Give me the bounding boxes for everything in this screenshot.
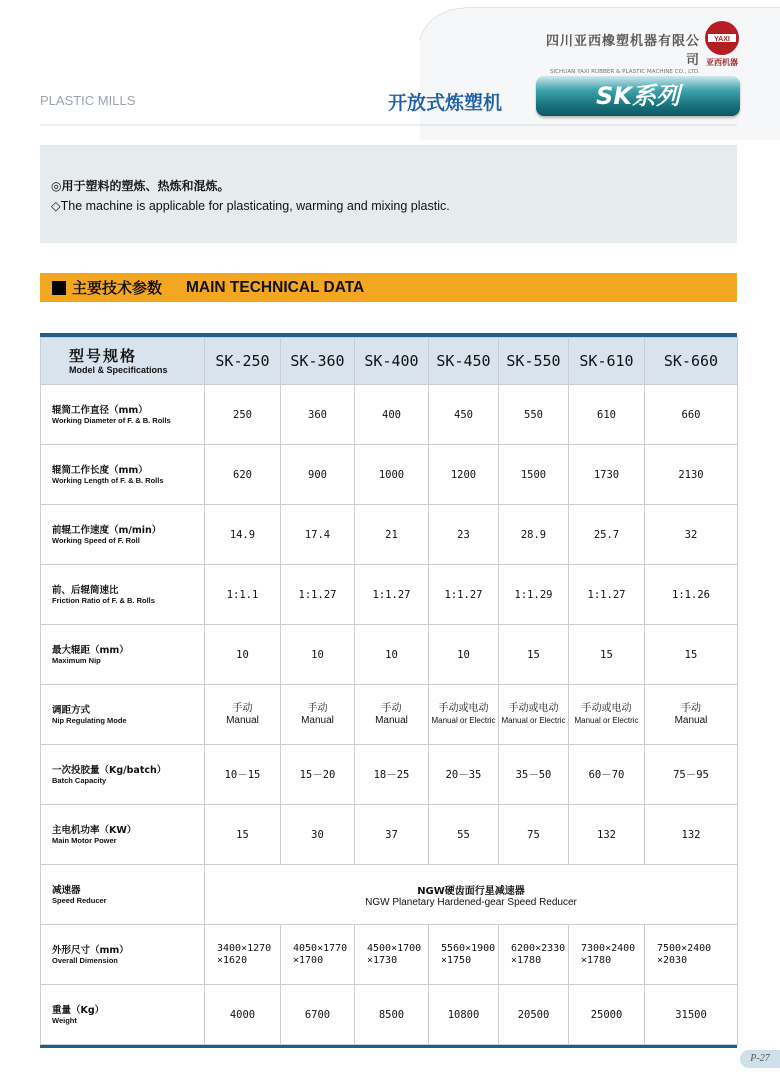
value-cell: 35－50 [499,745,569,805]
value-cell: 10 [281,625,355,685]
value-cn: 手动或电动 [508,702,559,714]
row-label-cell [41,805,205,865]
value-cell [281,925,355,985]
row-label-cn: 辊筒工作直径（mm） [52,404,148,416]
value-en: Manual [674,714,708,726]
model-header-cell: SK-660 [645,338,738,385]
table-row [41,445,738,505]
table-row [41,565,738,625]
header-label-en: Model & Specifications [69,364,168,375]
spanning-value-cn: NGW硬齿面行星减速器 [417,885,525,897]
spec-table [40,337,738,1045]
value-cell: 1200 [429,445,499,505]
model-header-cell: SK-550 [499,338,569,385]
row-label-cell [41,445,205,505]
value-cell: 360 [281,385,355,445]
value-cell: 8500 [355,985,429,1045]
value-cell: 28.9 [499,505,569,565]
value-cell [499,925,569,985]
value-en: Manual or Electric [501,715,566,725]
row-label-cell [41,505,205,565]
value-cell: 15 [499,625,569,685]
row-label-en: Main Motor Power [52,835,117,845]
description-cn: ◎用于塑料的塑炼、热炼和混炼。 [51,179,230,193]
value-cell [499,685,569,745]
value-cell: 1:1.29 [499,565,569,625]
value-cell: 1:1.27 [569,565,645,625]
value-dim-a: 4050×1770 [293,942,348,954]
model-header-cell: SK-250 [205,338,281,385]
row-label-cn: 辊筒工作长度（mm） [52,464,148,476]
value-cell: 250 [205,385,281,445]
value-en: Manual [375,714,408,726]
section-title-bar [40,273,737,302]
value-cell: 10 [429,625,499,685]
value-cell: 10 [205,625,281,685]
table-row [41,805,738,865]
value-cell: 4000 [205,985,281,1045]
value-dim-a: 7300×2400 [581,942,636,954]
row-label-cn: 一次投胶量（Kg/batch） [52,764,167,776]
value-cell: 31500 [645,985,738,1045]
value-cell [569,925,645,985]
company-name-en: SICHUAN YAXI RUBBER & PLASTIC MACHINE CO., LTD. [549,69,700,75]
value-en: Manual or Electric [431,715,496,725]
value-cell: 75－95 [645,745,738,805]
value-cell: 1500 [499,445,569,505]
square-bullet-icon [52,281,66,295]
row-label-cn: 前辊工作速度（m/min） [52,524,162,536]
row-label-en: Maximum Nip [52,655,101,665]
value-cell: 15 [569,625,645,685]
value-cell: 620 [205,445,281,505]
table-row [41,745,738,805]
table-bottom-rule [40,1045,737,1048]
value-cn: 手动 [381,702,402,714]
value-cell: 1:1.27 [429,565,499,625]
table-row [41,865,738,925]
value-cell: 1:1.27 [281,565,355,625]
logo-text: 亚西机器 [706,58,738,67]
value-cell: 550 [499,385,569,445]
model-header-cell: SK-360 [281,338,355,385]
row-label-cell [41,865,205,925]
value-cell: 10 [355,625,429,685]
section-title-en: MAIN TECHNICAL DATA [186,278,365,296]
row-label-cn: 前、后辊筒速比 [52,584,119,596]
value-cell: 25000 [569,985,645,1045]
value-cell: 10－15 [205,745,281,805]
row-label-cn: 外形尺寸（mm） [52,944,129,956]
value-cell [569,685,645,745]
value-cell: 25.7 [569,505,645,565]
row-label-en: Nip Regulating Mode [52,715,127,725]
row-label-cell [41,985,205,1045]
value-cell [205,925,281,985]
value-cell [429,925,499,985]
row-label-en: Working Speed of F. Roll [52,535,140,545]
row-label-cell [41,925,205,985]
row-label-cn: 调距方式 [52,704,91,716]
spec-table-wrapper [40,333,737,1048]
value-dim-b: ×1750 [441,954,472,966]
table-header-row [41,338,738,385]
value-cell: 15 [645,625,738,685]
value-cell: 2130 [645,445,738,505]
value-dim-b: ×1780 [511,954,542,966]
value-cell: 1:1.27 [355,565,429,625]
row-label-cell [41,745,205,805]
row-label-cn: 减速器 [52,884,81,896]
value-dim-a: 4500×1700 [367,942,422,954]
value-cell: 10800 [429,985,499,1045]
company-name-cn: 四川亚西橡塑机器有限公司 [545,34,700,68]
logo-mark: YAXI [714,36,730,43]
header-label-cell [41,338,205,385]
row-label-cell [41,625,205,685]
value-cell: 60－70 [569,745,645,805]
table-row [41,925,738,985]
row-label-cn: 重量（Kg） [52,1004,105,1016]
value-dim-b: ×1730 [367,954,398,966]
row-label-cell [41,385,205,445]
value-cell: 15 [205,805,281,865]
value-dim-a: 5560×1900 [441,942,496,954]
value-cell: 20500 [499,985,569,1045]
value-cell: 23 [429,505,499,565]
value-cell [645,925,738,985]
description-panel [40,145,737,243]
company-logo-icon [704,20,740,56]
value-cell [355,685,429,745]
model-header-cell: SK-400 [355,338,429,385]
value-cell: 21 [355,505,429,565]
spanning-value-cell [205,865,738,925]
category-label: PLASTIC MILLS [40,93,136,108]
model-header-cell: SK-450 [429,338,499,385]
value-en: Manual or Electric [574,715,639,725]
spanning-value-en: NGW Planetary Hardened-gear Speed Reducer [365,896,577,908]
value-cn: 手动 [232,702,253,714]
value-cell: 37 [355,805,429,865]
row-label-cell [41,565,205,625]
table-row [41,385,738,445]
value-cell: 17.4 [281,505,355,565]
value-en: Manual [226,714,259,726]
value-cell: 30 [281,805,355,865]
row-label-en: Batch Capacity [52,775,107,785]
value-cell: 1730 [569,445,645,505]
value-cell: 14.9 [205,505,281,565]
page-title: 开放式炼塑机 [388,92,503,114]
row-label-en: Working Diameter of F. & B. Rolls [52,415,171,425]
row-label-en: Working Length of F. & B. Rolls [52,475,164,485]
value-cell: 20－35 [429,745,499,805]
value-cell: 1000 [355,445,429,505]
value-cell [429,685,499,745]
value-cn: 手动 [681,702,701,714]
value-dim-b: ×1620 [217,954,248,966]
value-en: Manual [301,714,334,726]
value-cell [355,925,429,985]
row-label-en: Weight [52,1015,77,1025]
row-label-cell [41,685,205,745]
row-label-cn: 最大辊距（mm） [52,644,129,656]
value-cell [645,685,738,745]
value-dim-b: ×1700 [293,954,324,966]
section-title-cn: 主要技术参数 [72,279,163,297]
value-cell: 6700 [281,985,355,1045]
row-label-en: Overall Dimension [52,955,118,965]
description-en: ◇The machine is applicable for plasticating, warming and mixing plastic. [51,199,450,213]
value-cell [205,685,281,745]
series-badge: SK系列 [536,76,740,116]
table-row [41,685,738,745]
value-cn: 手动或电动 [438,702,489,714]
page-number: P-27 [740,1050,780,1068]
company-name [534,30,700,75]
value-dim-a: 6200×2330 [511,942,566,954]
value-cn: 手动 [307,702,328,714]
value-cell: 400 [355,385,429,445]
value-cell: 18－25 [355,745,429,805]
model-header-cell: SK-610 [569,338,645,385]
row-label-cn: 主电机功率（KW） [52,824,137,836]
value-dim-a: 3400×1270 [217,942,272,954]
value-cell: 900 [281,445,355,505]
value-dim-a: 7500×2400 [657,942,712,954]
value-cell: 55 [429,805,499,865]
value-cell: 15－20 [281,745,355,805]
value-cell: 132 [645,805,738,865]
value-cell: 450 [429,385,499,445]
value-cell: 132 [569,805,645,865]
value-cell: 1:1.26 [645,565,738,625]
value-cell: 75 [499,805,569,865]
value-cell: 32 [645,505,738,565]
value-dim-b: ×1780 [581,954,612,966]
row-label-en: Friction Ratio of F. & B. Rolls [52,595,155,605]
value-cell: 1:1.1 [205,565,281,625]
value-cell: 660 [645,385,738,445]
table-row [41,985,738,1045]
value-cell [281,685,355,745]
table-row [41,505,738,565]
value-cell: 610 [569,385,645,445]
value-cn: 手动或电动 [581,702,632,714]
table-row [41,625,738,685]
header-label-cn: 型号规格 [69,346,138,365]
row-label-en: Speed Reducer [52,895,107,905]
value-dim-b: ×2030 [657,954,688,966]
